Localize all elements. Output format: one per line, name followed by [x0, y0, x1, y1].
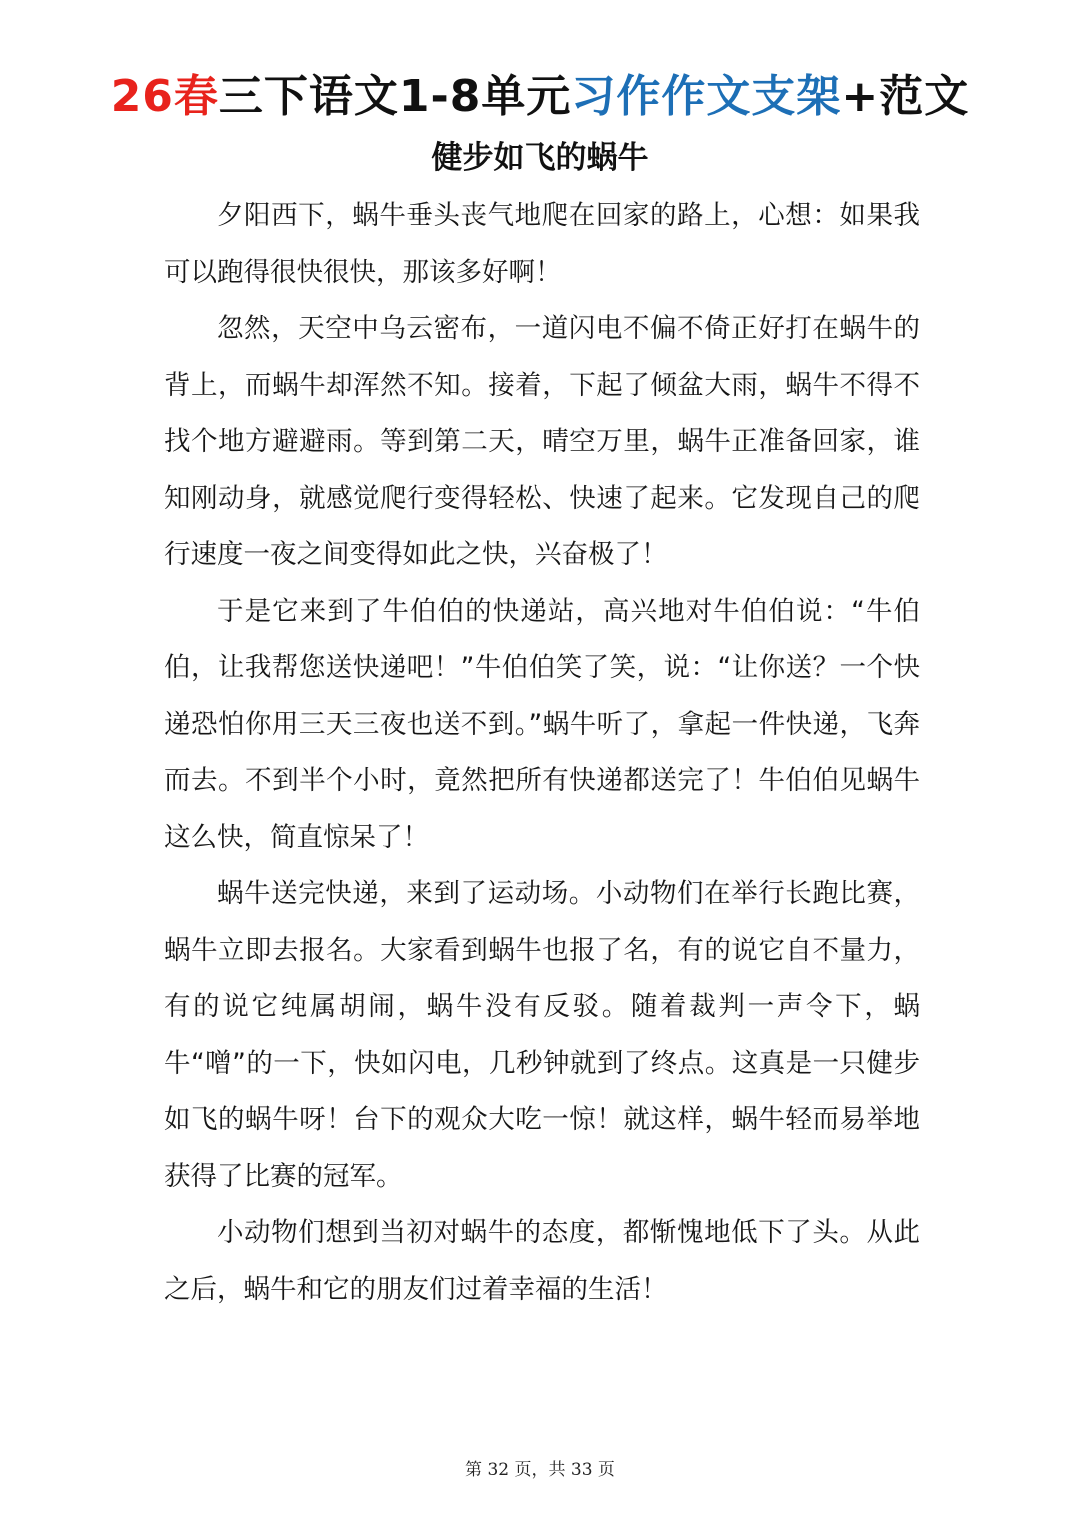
- essay-paragraph: 蜗牛送完快递，来到了运动场。小动物们在举行长跑比赛，蜗牛立即去报名。大家看到蜗牛也报了名，有的说它自不量力，有的说它纯属胡闹，蜗牛没有反驳。随着裁判一声令下，蜗牛“噌”的一下，快如闪电，几秒钟就到了终点。这真是一只健步如飞的蜗牛呀！台下的观众大吃一惊！就这样，蜗牛轻而易举地获得了比赛的冠军。: [164, 878, 920, 1192]
- banner-term: 26春: [110, 71, 219, 122]
- essay-body: [164, 188, 920, 1318]
- essay-paragraph: 忽然，天空中乌云密布，一道闪电不偏不倚正好打在蜗牛的背上，而蜗牛却浑然不知。接着，下起了倾盆大雨，蜗牛不得不找个地方避避雨。等到第二天，晴空万里，蜗牛正准备回家，谁知刚动身，就感觉爬行变得轻松、快速了起来。它发现自己的爬行速度一夜之间变得如此之快，兴奋极了！: [164, 313, 920, 570]
- essay-paragraph: 夕阳西下，蜗牛垂头丧气地爬在回家的路上，心想：如果我可以跑得很快很快，那该多好啊！: [164, 200, 920, 288]
- page-number-footer: 第 32 页，共 33 页: [465, 1460, 615, 1480]
- essay-paragraph: 于是它来到了牛伯伯的快递站，高兴地对牛伯伯说：“牛伯伯，让我帮您送快递吧！”牛伯伯笑了笑，说：“让你送？一个快递恐怕你用三天三夜也送不到。”蜗牛听了，拿起一件快递，飞奔而去。不到半个小时，竟然把所有快递都送完了！牛伯伯见蜗牛这么快，简直惊呆了！: [164, 595, 920, 853]
- essay-paragraph: 小动物们想到当初对蜗牛的态度，都惭愧地低下了头。从此之后，蜗牛和它的朋友们过着幸福的生活！: [164, 1217, 920, 1305]
- essay-title: 健步如飞的蜗牛: [431, 140, 649, 176]
- collection-banner-title: [0, 62, 1080, 132]
- banner-suffix: +范文: [841, 71, 970, 122]
- banner-course: 三下语文1-8单元: [218, 71, 572, 122]
- banner-topic: 习作作文支架: [571, 71, 842, 122]
